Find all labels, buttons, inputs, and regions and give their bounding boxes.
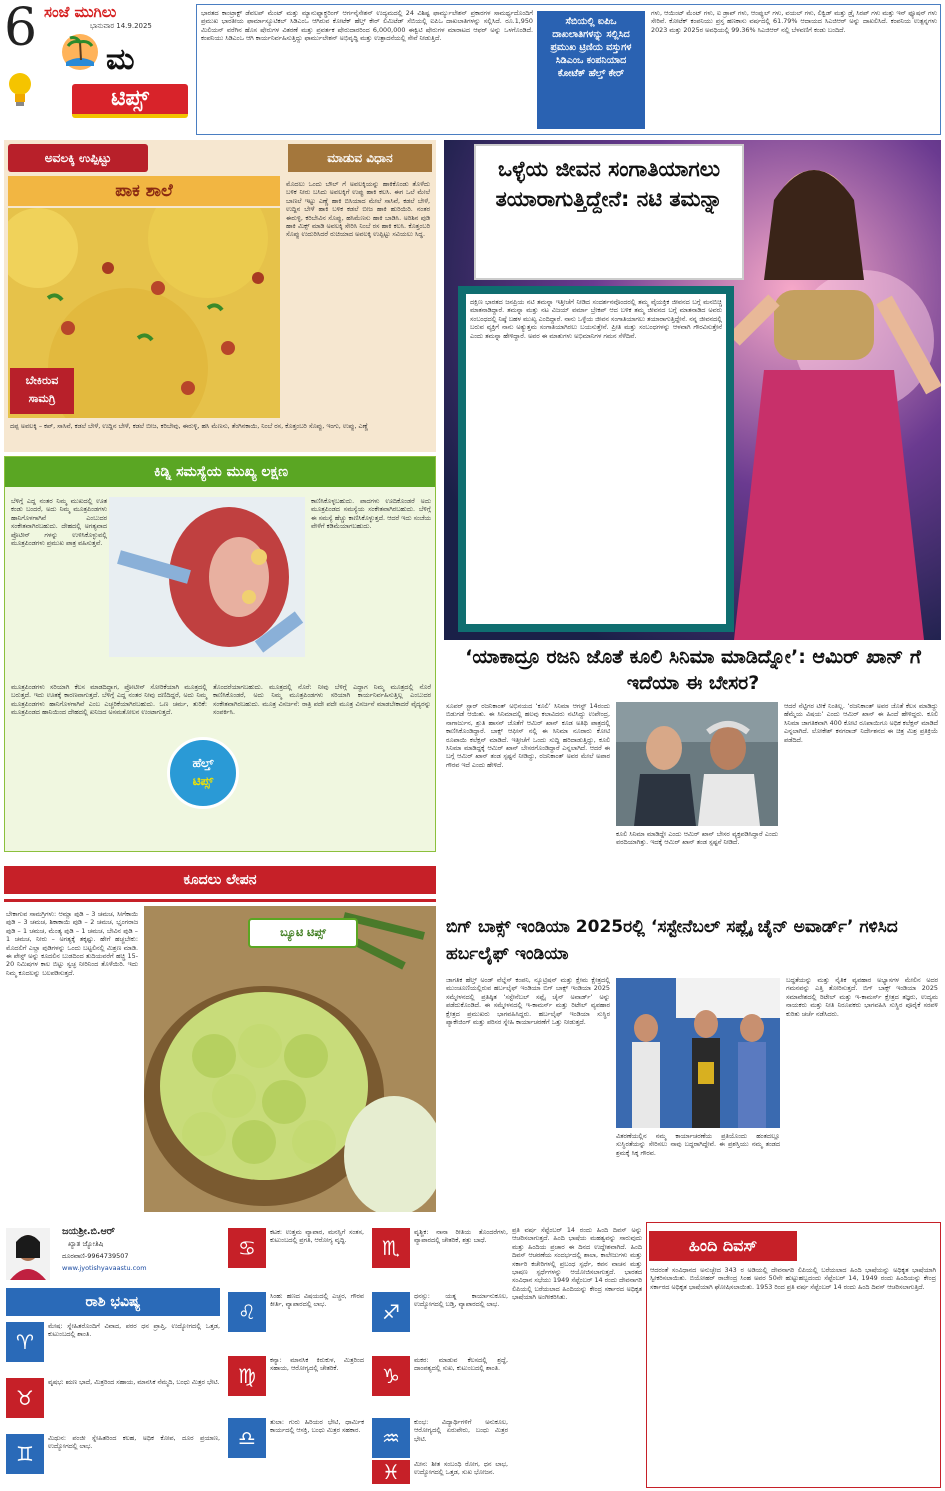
top-story-headline-box	[537, 11, 645, 129]
zodiac-forecast: ಮಕರ: ಮಾಡುವ ಕೆಲಸದಲ್ಲಿ ಶ್ರದ್ಧೆ, ದಾಂಪತ್ಯದಲ್ಲಿ ಸುಖ, ಕುಟುಂಬದಲ್ಲಿ ಶಾಂತಿ.	[414, 1356, 508, 1373]
herbalife-section	[444, 910, 941, 1218]
kidney-text-left: ಬೆಳಿಗ್ಗೆ ಎದ್ದ ನಂತರ ನಿಮ್ಮ ಮುಖದಲ್ಲಿ ಊತ ಕಂಡು ಬಂದರೆ, ಅದು ನಿಮ್ಮ ಮೂತ್ರಪಿಂಡಗಳು ಹಾನಿಗೊಳಗಾಗಿವೆ ಎಂಬುದರ ಸಂಕೇತವಾಗಿರಬಹುದು. ದೇಹದಲ್ಲಿ ಅಗತ್ಯವಾದ ಪ್ರೊಟೀನ್ ಗಳನ್ನು ಉಳಿಸಿಕೊಳ್ಳುವಲ್ಲಿ ಮೂತ್ರಪಿಂಡಗಳು ಪ್ರಮುಖ ಪಾತ್ರ ವಹಿಸುತ್ತವೆ.	[11, 497, 107, 548]
herbalife-text-left: ಜಾಗತಿಕ ಹೆಲ್ತ್ ಅಂಡ್ ವೆಲ್ನೆಸ್ ಕಂಪನಿ, ನ್ಯೂಟ್ರಿಷನ್ ಮತ್ತು ಕ್ಷೇಮ ಕ್ಷೇತ್ರದಲ್ಲಿ ಮುಂಚೂಣಿಯಲ್ಲಿರುವ ಹರ್ಬಲೈಫ್ ಇಂಡಿಯಾ ಬಿಗ್ ಬಾಕ್ಸ್ ಇಂಡಿಯಾ 2025 ಸಮ್ಮೇಳನದಲ್ಲಿ ಪ್ರತಿಷ್ಠಿತ ‘ಸಸ್ಟೇನೆಬಲ್ ಸಪ್ಲೈ ಚೈನ್ ಅವಾರ್ಡ್’ ಅನ್ನು ಪಡೆದುಕೊಂಡಿದೆ. ಈ ಸಮ್ಮೇಳನದಲ್ಲಿ ಇ-ಕಾಮರ್ಸ್ ಮತ್ತು ರಿಟೇಲ್ ವ್ಯವಹಾರ ಕ್ಷೇತ್ರದ ಪ್ರಮುಖರು ಭಾಗವಹಿಸಿದ್ದರು. ಹರ್ಬಲೈಫ್ ಇಂಡಿಯಾ ಸುಸ್ಥಿರ ಪ್ಯಾಕೇಜಿಂಗ್ ಮತ್ತು ಪರಿಸರ ಸ್ನೇಹಿ ಕಾರ್ಯಾಚರಣೆಗೆ ಒತ್ತು ನೀಡುತ್ತದೆ.	[446, 976, 610, 1027]
ingredients-label-box: ಬೇಕಿರುವ ಸಾಮಗ್ರಿ	[10, 368, 74, 414]
top-story-right-text: ಗಳು, ಆಯಿಂಟ್ ಮೆಂಟ್ ಗಳು, ಐ ಡ್ರಾಪ್ ಗಳು, ಆಂಪ್ಯುಲ್ ಗಳು, ವಯಲ್ ಗಳು, ಲಿಕ್ವಿಡ್ ಮತ್ತು ಡ್ರೈ ಸಿರಪ್ ಗಳು ಮತ್ತು ಇನ್ ಫ್ಯೂಷನ್ ಗಳು ಸೇರಿವೆ. ಕೋಟೆಕ್ ಕಂಪನಿಯು ಪ್ರಸ್ತ ಹಣಕಾಸು ವರ್ಷದಲ್ಲಿ 61.79% ಆದಾಯದ ಸಿಎಜಿಆರ್ ಅನ್ನು ದಾಖಲಿಸಿದೆ. ಕಂಪನಿಯ ಉತ್ಪನ್ನಗಳು 2023 ಮತ್ತು 2025ರ ಅವಧಿಯಲ್ಲಿ 99.36% ಸಿಎಜಿಆರ್ ನಲ್ಲಿ ಬೆಳವಣಿಗೆ ಕಂಡು ಬಂದಿದೆ.	[651, 9, 937, 34]
kidney-section	[4, 456, 436, 852]
zodiac-icon: ♏	[372, 1228, 410, 1268]
horoscope-sign-9	[370, 1290, 510, 1350]
astrologer-role: ಖ್ಯಾತ ಜ್ಯೋತಿಷಿ	[68, 1240, 104, 1248]
zodiac-icon: ♒	[372, 1418, 410, 1458]
zodiac-forecast: ಕಟಕ: ಉತ್ತಮ ವ್ಯಾಪಾರ, ಮನಸ್ಸಿಗೆ ಸಂತಸ, ಕುಟುಂಬದಲ್ಲಿ ಪ್ರಗತಿ, ಆರೋಗ್ಯ ವೃದ್ಧಿ.	[270, 1228, 364, 1245]
hindi-day-title-bar	[649, 1231, 797, 1261]
zodiac-forecast: ಸಿಂಹ: ಹಣದ ವಿಷಯದಲ್ಲಿ ಎಚ್ಚರ, ಗೌರವ ಕೀರ್ತಿ, ವ್ಯಾಪಾರದಲ್ಲಿ ಲಾಭ.	[270, 1292, 364, 1309]
aamir-caption: ಕೂಲಿ ಸಿನಿಮಾ ಮಾಡಿದ್ದೇ ಎಂದು ಆಮಿರ್ ಖಾನ್ ಬೇಸರ ವ್ಯಕ್ತಪಡಿಸಿದ್ದಾರೆ ಎಂದು ವರದಿಯಾಗಿತ್ತು. ಇದಕ್ಕೆ ಆಮಿರ್ ಖಾನ್ ತಂಡ ಸ್ಪಷ್ಟನೆ ನೀಡಿದೆ.	[616, 830, 778, 847]
beauty-text: ಬೇಕಾಗುವ ಸಾಮಗ್ರಿಗಳು: ಆಮ್ಲಾ ಪುಡಿ – 3 ಚಮಚ, ಸೀಗೆಕಾಯಿ ಪುಡಿ – 3 ಚಮಚ, ಶಿಕಾಕಾಯಿ ಪುಡಿ – 2 ಚಮಚ, ಭೃಂಗರಾಜ ಪುಡಿ – 1 ಚಮಚ, ಮೆಂತ್ಯ ಪುಡಿ – 1 ಚಮಚ, ಬೇವಿನ ಪುಡಿ – 1 ಚಮಚ, ನೀರು – ಅಗತ್ಯಕ್ಕೆ ತಕ್ಕಷ್ಟು. ಹೇಗೆ ಹಚ್ಚಬೇಕು: ಮೊದಲಿಗೆ ಎಲ್ಲಾ ಪುಡಿಗಳನ್ನು ಒಂದು ಬಟ್ಟಲಿನಲ್ಲಿ ಮಿಶ್ರಣ ಮಾಡಿ. ಈ ಪೇಸ್ಟ್ ಅನ್ನು ಕೂದಲಿನ ಬುಡದಿಂದ ತುದಿಯವರೆಗೆ ಹಚ್ಚಿ 15-20 ನಿಮಿಷಗಳ ಕಾಲ ಬಿಟ್ಟು ಸ್ವಚ್ಛ ನೀರಿನಿಂದ ತೊಳೆಯಿರಿ. ಇದು ನಿಮ್ಮ ಕೂದಲನ್ನು ಬಲಪಡಿಸುತ್ತದೆ.	[6, 910, 138, 977]
horoscope-sign-4	[226, 1226, 366, 1286]
beauty-title: ಕೂದಲು ಲೇಪನ	[183, 872, 257, 888]
horoscope-sign-5	[226, 1290, 366, 1350]
kidney-illustration	[109, 497, 305, 657]
top-story	[196, 4, 941, 135]
horoscope-sign-3	[4, 1432, 222, 1484]
horoscope-sign-6	[226, 1354, 366, 1414]
zodiac-icon: ♋	[228, 1228, 266, 1268]
zodiac-icon: ♊	[6, 1434, 44, 1474]
astrologer-phone: ದೂರವಾಣಿ-9964739507	[62, 1252, 129, 1260]
masthead	[0, 0, 196, 135]
zodiac-forecast: ವೃಶ್ಚಿಕ: ನಾನಾ ರೀತಿಯ ತೊಂದರೆಗಳು, ವ್ಯಾಪಾರದಲ್ಲಿ ಚೇತರಿಕೆ, ಶತ್ರು ಬಾಧೆ.	[414, 1228, 508, 1245]
kidney-text-bottom: ಮೂತ್ರಪಿಂಡಗಳು ಸರಿಯಾಗಿ ಕೆಲಸ ಮಾಡದಿದ್ದಾಗ, ಪ್ರೋಟೀನ್ ಸೋರಿಕೆಯಾಗಿ ಮೂತ್ರದಲ್ಲಿ ಬರುತ್ತದೆ. ಇದು ಊತಕ್ಕೆ ಕಾರಣವಾಗುತ್ತದೆ. ಬೆಳಿಗ್ಗೆ ಎದ್ದ ನಂತರ ನೀವು ದಣಿದಿದ್ದರೆ, ಅದು ನಿಮ್ಮ ಮೂತ್ರಪಿಂಡಗಳು ಹಾನಿಗೊಳಗಾಗಿವೆ ಎಂಬ ಎಚ್ಚರಿಕೆಯಾಗಿರಬಹುದು. ಒಣ ಚರ್ಮ, ತುರಿಕೆ: ಮೂತ್ರಪಿಂಡದ ಹಾನಿಯಿಂದ ದೇಹದಲ್ಲಿ ಖನಿಜದ ಅಸಮತೋಲನ ಉಂಟಾಗುತ್ತದೆ.	[11, 683, 207, 717]
newspaper-title: ಸಂಜೆ ಮುಗಿಲು	[44, 3, 117, 21]
zodiac-forecast: ಮೇಷ: ಸ್ನೇಹಿತರೊಂದಿಗೆ ವಿವಾದ, ಪರರ ಧನ ಪ್ರಾಪ್ತಿ, ಉದ್ಯೋಗದಲ್ಲಿ ಒತ್ತಡ, ಕುಟುಂಬದಲ್ಲಿ ಶಾಂತಿ.	[48, 1322, 220, 1339]
page-number: 6	[4, 0, 38, 58]
bulb-icon	[6, 70, 34, 110]
zodiac-forecast: ವೃಷಭ: ಋಣ ಭಾದೆ, ಮಿತ್ರರಿಂದ ಸಹಾಯ, ಮಾನಸಿಕ ನೆಮ್ಮದಿ, ಬಂಧು ಮಿತ್ರರ ಭೇಟಿ.	[48, 1378, 220, 1386]
zodiac-forecast: ಧನಸ್ಸು: ಯತ್ನ ಕಾರ್ಯಾನುಕೂಲ, ಉದ್ಯೋಗದಲ್ಲಿ ಬಡ್ತಿ, ವ್ಯಾಪಾರದಲ್ಲಿ ಲಾಭ.	[414, 1292, 508, 1309]
kidney-title: ಕಿಡ್ನಿ ಸಮಸ್ಯೆಯ ಮುಖ್ಯ ಲಕ್ಷಣ	[153, 464, 289, 480]
tamanna-headline: ಒಳ್ಳೆಯ ಜೀವನ ಸಂಗಾತಿಯಾಗಲು ತಯಾರಾಗುತ್ತಿದ್ದೇನೆ: ನಟಿ ತಮನ್ನಾ	[495, 157, 723, 211]
top-story-left-text: ಭಾರತದ ಕಾಂಟ್ರಾಕ್ಟ್ ಡೆವಲಪ್ ಮೆಂಟ್ ಮತ್ತು ಮ್ಯಾನುಫ್ಯಾಕ್ಚರಿಂಗ್ ಆರ್ಗನೈಸೇಶನ್ ಉದ್ಯಮದಲ್ಲಿ 24 ವಿಶಿಷ್ಟ ಫಾರ್ಮ್ಯುಲೇಶನ್ ಪ್ರಕಾರಗಳ ಸಾಮರ್ಥ್ಯದೊಂದಿಗೆ ಪ್ರಮುಖ ಭಾರತೀಯ ಫಾರ್ಮಾಸ್ಯೂಟಿಕಲ್ ಸಿಡಿಎಂಒ ಆಗಿರುವ ಕೋಟೆಕ್ ಹೆಲ್ತ್ ಕೇರ್ ಲಿಮಿಟೆಡ್ ಸೆಬಿಯಲ್ಲಿ ಐಪಿಒ ದಾಖಲಾತಿಗಳನ್ನು ಸಲ್ಲಿಸಿದೆ. ರೂ.1,950 ಮಿಲಿಯನ್ ವರೆಗಿನ ಹೊಸ ಷೇರುಗಳ ವಿತರಣೆ ಮತ್ತು ಪ್ರವರ್ತಕ ಷೇರುದಾರರಿಂದ 6,000,000 ಈಕ್ವಿಟಿ ಷೇರುಗಳ ಮಾರಾಟದ ಆಫರ್ ಅನ್ನು ಒಳಗೊಂಡಿದೆ. ಕಂಪನಿಯು ಸಿಡಿಎಂಒ ಆಗಿ ಕಾರ್ಯನಿರ್ವಹಿಸುತ್ತಿದ್ದು ಫಾರ್ಮುಲೇಶನ್ ಅಭಿವೃದ್ಧಿ ಮತ್ತು ಉತ್ಪಾದನೆಯಲ್ಲಿ ಸೇವೆ ನೀಡುತ್ತಿದೆ.	[201, 9, 533, 43]
tamanna-section	[444, 140, 941, 640]
amla-image	[144, 906, 436, 1212]
kidney-text-right: ಕಾಣಿಸಿಕೊಳ್ಳಬಹುದು. ಪಾದಗಳು ಊದಿಕೊಂಡರೆ ಅದು ಮೂತ್ರಪಿಂಡದ ಸಮಸ್ಯೆಯ ಸಂಕೇತವಾಗಿರಬಹುದು. ಬೆಳಿಗ್ಗೆ ಈ ಸಮಸ್ಯೆ ಹೆಚ್ಚು ಕಾಣಿಸಿಕೊಳ್ಳುತ್ತದೆ. ಆದರೆ ಇದು ಸಂಜೆಯ ವೇಳೆಗೆ ಕಡಿಮೆಯಾಗಬಹುದು.	[311, 497, 431, 531]
horoscope-sign-12	[370, 1458, 510, 1486]
astrologer-name: ಜಯಶ್ರೀ.ಬಿ.ಆರ್	[62, 1226, 115, 1237]
zodiac-icon: ♐	[372, 1292, 410, 1332]
recipe-title-bar	[8, 176, 280, 206]
recipe-section	[4, 140, 436, 452]
aamir-rajini-photo	[616, 702, 778, 826]
recipe-ingredients-text: ದಪ್ಪ ಅವಲಕ್ಕಿ – ಕಪ್, ಸಾಸಿವೆ, ಕಡಲೆ ಬೇಳೆ, ಉದ್ದಿನ ಬೇಳೆ, ಕಡಲೆ ಬೀಜ, ಕರಿಬೇವು, ಈರುಳ್ಳಿ, ಹಸಿ ಮೆಣಸು, ತೆಂಗಿನಕಾಯಿ, ನಿಂಬೆ ರಸ, ಕೊತ್ತಂಬರಿ ಸೊಪ್ಪು, ಇಂಗು, ಉಪ್ಪು, ಎಣ್ಣೆ	[10, 422, 369, 430]
aamir-text-right: ಆದರೆ ನೆಟ್ಟಿಗರ ಟೀಕೆ ನಿಂತಿಲ್ಲ. ‘ರಜನಿಕಾಂತ್ ಅವರ ಜೊತೆ ಕೆಲಸ ಮಾಡಿದ್ದು ಹೆಮ್ಮೆಯ ವಿಷಯ’ ಎಂದು ಆಮಿರ್ ಖಾನ್ ಈ ಹಿಂದೆ ಹೇಳಿದ್ದರು. ಕೂಲಿ ಸಿನಿಮಾ ಜಾಗತಿಕವಾಗಿ 400 ಕೋಟಿ ರೂಪಾಯಿಗೂ ಅಧಿಕ ಕಲೆಕ್ಷನ್ ಮಾಡಿದೆ ಎನ್ನಲಾಗಿದೆ. ಲೋಕೇಶ್ ಕನಗರಾಜ್ ನಿರ್ದೇಶನದ ಈ ಚಿತ್ರ ಮಿಶ್ರ ಪ್ರತಿಕ್ರಿಯೆ ಪಡೆದಿದೆ.	[784, 702, 938, 744]
horoscope-sign-8	[370, 1226, 510, 1286]
hindi-day-title: ಹಿಂದಿ ದಿವಸ್	[688, 1236, 758, 1255]
beauty-title-bar	[4, 858, 436, 902]
herbalife-caption: ವಿತರಣೆಯಲ್ಲಿನ ನಮ್ಮ ಕಾರ್ಯಾಚರಣೆಯ ಪ್ರತಿಯೊಂದು ಹಂತದಲ್ಲೂ ಸುಸ್ಥಿರತೆಯನ್ನು ಸೇರಿಸಲು ನಾವು ಬದ್ಧರಾಗಿದ್ದೇವೆ. ಈ ಪ್ರಶಸ್ತಿಯು ನಮ್ಮ ತಂಡದ ಶ್ರಮಕ್ಕೆ ಸಿಕ್ಕ ಗೌರವ.	[616, 1132, 780, 1157]
zodiac-icon: ♍	[228, 1356, 266, 1396]
zodiac-forecast: ತುಲಾ: ಗುರು ಹಿರಿಯರ ಭೇಟಿ, ಧಾರ್ಮಿಕ ಕಾರ್ಯದಲ್ಲಿ ಆಸಕ್ತಿ, ಬಂಧು ಮಿತ್ರರ ಸಹಕಾರ.	[270, 1418, 364, 1435]
hindi-day-text-left: ಪ್ರತಿ ವರ್ಷ ಸೆಪ್ಟೆಂಬರ್ 14 ರಂದು ಹಿಂದಿ ದಿವಸ್ ಅನ್ನು ಆಚರಿಸಲಾಗುತ್ತದೆ. ಹಿಂದಿ ಭಾಷೆಯ ಮಹತ್ವವನ್ನು ಸಾರುವುದು ಮತ್ತು ಹಿಂದಿಯ ಪ್ರಚಾರ ಈ ದಿನದ ಉದ್ದೇಶವಾಗಿದೆ. ಹಿಂದಿ ದಿವಸ್ ಆಚರಣೆಯ ಸಂದರ್ಭದಲ್ಲಿ ಶಾಲಾ, ಕಾಲೇಜುಗಳು ಮತ್ತು ಸರ್ಕಾರಿ ಕಚೇರಿಗಳಲ್ಲಿ ಪ್ರಬಂಧ ಸ್ಪರ್ಧೆ, ಕವನ ವಾಚನ ಮತ್ತು ಭಾಷಣ ಸ್ಪರ್ಧೆಗಳನ್ನು ಆಯೋಜಿಸಲಾಗುತ್ತದೆ. ಭಾರತದ ಸಂವಿಧಾನ ಸಭೆಯು 1949 ಸೆಪ್ಟೆಂಬರ್ 14 ರಂದು ದೇವನಾಗರಿ ಲಿಪಿಯಲ್ಲಿ ಬರೆಯಲಾದ ಹಿಂದಿಯನ್ನು ಕೇಂದ್ರ ಸರ್ಕಾರದ ಅಧಿಕೃತ ಭಾಷೆಯಾಗಿ ಅಂಗೀಕರಿಸಿತು.	[512, 1226, 642, 1302]
aamir-section	[444, 644, 941, 900]
island-logo-icon	[60, 32, 100, 72]
recipe-title: ಪಾಕ ಶಾಲೆ	[115, 181, 173, 201]
tamanna-headline-box	[474, 144, 744, 280]
zodiac-icon: ♉	[6, 1378, 44, 1418]
issue-date: ಭಾನುವಾರ 14.9.2025	[90, 22, 152, 30]
award-photo	[616, 978, 780, 1128]
zodiac-icon: ♑	[372, 1356, 410, 1396]
tamanna-text-box	[458, 286, 734, 632]
horoscope-sign-2	[4, 1376, 222, 1428]
method-tag: ಮಾಡುವ ವಿಧಾನ	[288, 144, 432, 172]
beauty-section	[4, 858, 436, 1216]
tamanna-text: ದಕ್ಷಿಣ ಭಾರತದ ಜನಪ್ರಿಯ ನಟಿ ತಮನ್ನಾ ಇತ್ತೀಚೆಗೆ ನೀಡಿದ ಸಂದರ್ಶನವೊಂದರಲ್ಲಿ ತಮ್ಮ ವೈಯಕ್ತಿಕ ಜೀವನದ ಬಗ್ಗೆ ಮನಬಿಚ್ಚಿ ಮಾತನಾಡಿದ್ದಾರೆ. ತಮನ್ನಾ ಮತ್ತು ನಟ ವಿಜಯ್ ವರ್ಮಾ ಬ್ರೇಕಪ್ ಆದ ಬಳಿಕ ತಮ್ಮ ಜೀವನದ ಬಗ್ಗೆ ಮಾತನಾಡಿದ ಅವರು ಸಂಬಂಧದಲ್ಲಿ ನಿಷ್ಠೆ ಬಹಳ ಮುಖ್ಯ ಎಂದಿದ್ದಾರೆ. ನಾನು ಒಳ್ಳೆಯ ಜೀವನ ಸಂಗಾತಿಯಾಗಲು ತಯಾರಾಗುತ್ತಿದ್ದೇನೆ. ನನ್ನ ಜೀವನದಲ್ಲಿ ಬರುವ ವ್ಯಕ್ತಿಗೆ ನಾನು ಅತ್ಯುತ್ತಮ ಸಂಗಾತಿಯಾಗಿರಲು ಬಯಸುತ್ತೇನೆ. ಪ್ರೀತಿ ಮತ್ತು ಸಂಬಂಧಗಳನ್ನು ಆಳವಾಗಿ ಗೌರವಿಸುತ್ತೇನೆ ಎಂದು ತಮನ್ನಾ ಹೇಳಿದ್ದಾರೆ. ಅವರ ಈ ಮಾತುಗಳು ಅಭಿಮಾನಿಗಳ ಗಮನ ಸೆಳೆದಿವೆ.	[470, 298, 722, 340]
beauty-tips-badge: ಬ್ಯೂಟಿ ಟಿಪ್ಸ್	[248, 918, 358, 948]
top-story-headline: ಸೆಬಿಯಲ್ಲಿ ಐಪಿಒ ದಾಖಲಾತಿಗಳನ್ನು ಸಲ್ಲಿಸಿದ ಪ್ರಮುಖ ಟ್ರಿಣಿಯ ವಸ್ತುಗಳ ಸಿಡಿಎಂಒ ಕಂಪನಿಯಾದ ಕೋಟೆಕ್ ಹೆಲ್ತ್ ಕೇರ್	[550, 16, 632, 79]
hindi-day-text-right: ಆದರಂತೆ ಸಂವಿಧಾನದ ಅನುಚ್ಛೇದ 343 ರ ಅಡಿಯಲ್ಲಿ ದೇವನಾಗರಿ ಲಿಪಿಯಲ್ಲಿ ಬರೆಯಲಾದ ಹಿಂದಿ ಭಾಷೆಯನ್ನು ಅಧಿಕೃತ ಭಾಷೆಯಾಗಿ ಸ್ವೀಕರಿಸಲಾಯಿತು. ಬಿಯೋಹರ್ ರಾಜೇಂದ್ರ ಸಿಂಹ ಅವರ 50ನೇ ಹುಟ್ಟುಹಬ್ಬದಂದು ಸೆಪ್ಟೆಂಬರ್ 14, 1949 ರಂದು ಹಿಂದಿಯನ್ನು ಕೇಂದ್ರ ಸರ್ಕಾರದ ಅಧಿಕೃತ ಭಾಷೆಯಾಗಿ ಘೋಷಿಸಲಾಯಿತು. 1953 ರಿಂದ ಪ್ರತಿ ವರ್ಷ ಸೆಪ್ಟೆಂಬರ್ 14 ರಂದು ಹಿಂದಿ ದಿವಸ್ ಆಚರಿಸಲಾಗುತ್ತಿದೆ.	[650, 1266, 936, 1291]
horoscope-title: ರಾಶಿ ಭವಿಷ್ಯ	[85, 1294, 141, 1310]
zodiac-icon: ♈	[6, 1322, 44, 1362]
zodiac-icon: ♎	[228, 1418, 266, 1458]
zodiac-forecast: ಮಿಥುನ: ಪಂಜೀ ಸ್ನೇಹಿತರಿಂದ ಕಲಹ, ಅಧಿಕ ಕೋಪ, ದೂರ ಪ್ರಯಾಣ, ಉದ್ಯೋಗದಲ್ಲಿ ಲಾಭ.	[48, 1434, 220, 1451]
herbalife-headline: ಬಿಗ್ ಬಾಕ್ಸ್ ಇಂಡಿಯಾ 2025ರಲ್ಲಿ ‘ಸಸ್ಟೇನೆಬಲ್ ಸಪ್ಲೈ ಚೈನ್ ಅವಾರ್ಡ್’ ಗಳಿಸಿದ ಹರ್ಬಲೈಫ್ ಇಂಡಿಯಾ	[446, 917, 898, 964]
horoscope-sign-10	[370, 1354, 510, 1414]
zodiac-icon: ♓	[372, 1460, 410, 1484]
astrologer-website[interactable]: www.jyotishyavaastu.com	[62, 1264, 147, 1272]
recipe-method-text: ಮೊದಲು ಒಂದು ಬೌಲ್ ಗೆ ಅವಲಕ್ಕಿಯನ್ನು ಹಾಕಿಕೊಂಡು ತೊಳೆದು ಬಳಿಕ ನೀರು ಬಸಿದು ಅವಲಕ್ಕಿಗೆ ಉಪ್ಪು ಹಾಕಿ ಕಲಸಿ. ಈಗ ಒಲೆ ಮೇಲೆ ಬಾಣಲೆ ಇಟ್ಟು ಎಣ್ಣೆ ಹಾಕಿ ಬಿಸಿಯಾದ ಮೇಲೆ ಸಾಸಿವೆ, ಕಡಲೆ ಬೇಳೆ, ಉದ್ದಿನ ಬೇಳೆ ಹಾಕಿ ಬಳಿಕ ಕಡಲೆ ಬೀಜ ಹಾಕಿ ಹುರಿಯಿರಿ. ನಂತರ ಈರುಳ್ಳಿ, ಕರಿಬೇವಿನ ಸೊಪ್ಪು, ಹಸಿಮೆಣಸು ಹಾಕಿ ಬಾಡಿಸಿ. ಅರಿಶಿನ ಪುಡಿ ಹಾಕಿ ಮಿಕ್ಸ್ ಮಾಡಿ ಅವಲಕ್ಕಿ ಸೇರಿಸಿ ನಿಂಬೆ ರಸ ಹಾಕಿ ಕಲಸಿ. ಕೊತ್ತಂಬರಿ ಸೊಪ್ಪು ಉದುರಿಸಿದರೆ ರುಚಿಯಾದ ಅವಲಕ್ಕಿ ಉಪ್ಪಿಟ್ಟು ಸವಿಯಲು ಸಿದ್ಧ.	[286, 180, 430, 239]
section-banner	[72, 84, 188, 118]
zodiac-forecast: ಮೀನ: ಶೀತ ಸಂಬಂಧಿ ರೋಗ, ಧನ ಲಾಭ, ಉದ್ಯೋಗದಲ್ಲಿ ಒತ್ತಡ, ಸುಖ ಭೋಜನ.	[414, 1460, 508, 1477]
health-tips-badge: ಹೆಲ್ತ್ ಟಿಪ್ಸ್	[167, 737, 239, 809]
horoscope-sign-7	[226, 1416, 366, 1476]
section-letter: ಮ	[106, 42, 135, 77]
zodiac-forecast: ಕುಂಭ: ವಿದ್ಯಾರ್ಥಿಗಳಿಗೆ ಅನುಕೂಲ, ಆರೋಗ್ಯದಲ್ಲಿ ಏರುಪೇರು, ಬಂಧು ಮಿತ್ರರ ಭೇಟಿ.	[414, 1418, 508, 1443]
horoscope-sign-1	[4, 1320, 222, 1372]
kidney-text-bottom-right: ತೊಂದರೆಯಾಗಬಹುದು. ಮೂತ್ರದಲ್ಲಿ ನೊರೆ: ನೀವು ಬೆಳಿಗ್ಗೆ ಎದ್ದಾಗ ನಿಮ್ಮ ಮೂತ್ರದಲ್ಲಿ ನೊರೆ ಕಾಣಿಸಿಕೊಂಡರೆ, ಅದು ನಿಮ್ಮ ಮೂತ್ರಪಿಂಡಗಳು ಸರಿಯಾಗಿ ಕಾರ್ಯನಿರ್ವಹಿಸುತ್ತಿಲ್ಲ ಎಂಬುದರ ಸಂಕೇತವಾಗಿರಬಹುದು. ಮೂತ್ರ ವಿಸರ್ಜನೆ: ರಾತ್ರಿ ಪದೇ ಪದೇ ಮೂತ್ರ ವಿಸರ್ಜನೆ ಮಾಡಬೇಕಾದರೆ ವೈದ್ಯರನ್ನು ಸಂಪರ್ಕಿಸಿ.	[213, 683, 431, 717]
section-title: ಟಿಪ್ಸ್	[111, 86, 149, 111]
recipe-tag: ಅವಲಕ್ಕಿ ಉಪ್ಪಿಟ್ಟು	[8, 144, 148, 172]
aamir-text-left: ಸೂಪರ್ ಸ್ಟಾರ್ ರಜನಿಕಾಂತ್ ಅಭಿನಯದ ‘ಕೂಲಿ’ ಸಿನಿಮಾ ಆಗಸ್ಟ್ 14ರಂದು ಬಿಡುಗಡೆ ಆಯಿತು. ಈ ಸಿನಿಮಾದಲ್ಲಿ ಹಲವು ಕಲಾವಿದರು ನಟಿಸಿದ್ದು ಉಪೇಂದ್ರ, ನಾಗಾರ್ಜುನ, ಶ್ರುತಿ ಹಾಸನ್ ಜೊತೆಗೆ ಆಮಿರ್ ಖಾನ್ ಕೂಡ ಅತಿಥಿ ಪಾತ್ರದಲ್ಲಿ ಕಾಣಿಸಿಕೊಂಡಿದ್ದಾರೆ. ಬಾಕ್ಸ್ ಆಫೀಸ್ ನಲ್ಲಿ ಈ ಸಿನಿಮಾ ನೂರಾರು ಕೋಟಿ ರೂಪಾಯಿ ಕಲೆಕ್ಷನ್ ಮಾಡಿದೆ. ಇತ್ತೀಚೆಗೆ ಒಂದು ಸುದ್ದಿ ಹರಿದಾಡುತ್ತಿದ್ದು, ಕೂಲಿ ಸಿನಿಮಾ ಮಾಡಿದ್ದಕ್ಕೆ ಆಮಿರ್ ಖಾನ್ ಬೇಸರಗೊಂಡಿದ್ದಾರೆ ಎನ್ನಲಾಗಿದೆ. ಆದರೆ ಈ ಬಗ್ಗೆ ಆಮಿರ್ ಖಾನ್ ತಂಡ ಸ್ಪಷ್ಟನೆ ನೀಡಿದ್ದು, ರಜನಿಕಾಂತ್ ಅವರ ಮೇಲೆ ಅಪಾರ ಗೌರವ ಇದೆ ಎಂದು ಹೇಳಿದೆ.	[446, 702, 610, 769]
kidney-title-bar	[5, 457, 436, 487]
zodiac-icon: ♌	[228, 1292, 266, 1332]
herbalife-text-right: ಬದ್ಧತೆಯನ್ನು ಮತ್ತು ನೈತಿಕ ವ್ಯವಹಾರ ಅಭ್ಯಾಸಗಳ ಮೇಲಿನ ಅದರ ಗಮನವನ್ನು ಎತ್ತಿ ತೋರಿಸುತ್ತದೆ. ಬಿಗ್ ಬಾಕ್ಸ್ ಇಂಡಿಯಾ 2025 ಸಮಾವೇಶದಲ್ಲಿ ರಿಟೇಲ್ ಮತ್ತು ಇ-ಕಾಮರ್ಸ್ ಕ್ಷೇತ್ರದ ತಜ್ಞರು, ಉದ್ಯಮ ನಾಯಕರು ಮತ್ತು ನೀತಿ ನಿರೂಪಕರು ಭಾಗವಹಿಸಿ ಸುಸ್ಥಿರ ಪೂರೈಕೆ ಸರಪಳಿ ಕುರಿತು ಚರ್ಚೆ ನಡೆಸಿದರು.	[786, 976, 938, 1018]
zodiac-forecast: ಕನ್ಯಾ: ಮಾನಸಿಕ ಕಿರುಕುಳ, ಮಿತ್ರರಿಂದ ಸಹಾಯ, ಆರೋಗ್ಯದಲ್ಲಿ ಚೇತರಿಕೆ.	[270, 1356, 364, 1373]
aamir-headline: ‘ಯಾಕಾದ್ರೂ ರಜನಿ ಜೊತೆ ಕೂಲಿ ಸಿನಿಮಾ ಮಾಡಿದ್ನೋ’: ಆಮಿರ್ ಖಾನ್ ಗೆ ಇದೆಯಾ ಈ ಬೇಸರ?	[465, 646, 921, 694]
